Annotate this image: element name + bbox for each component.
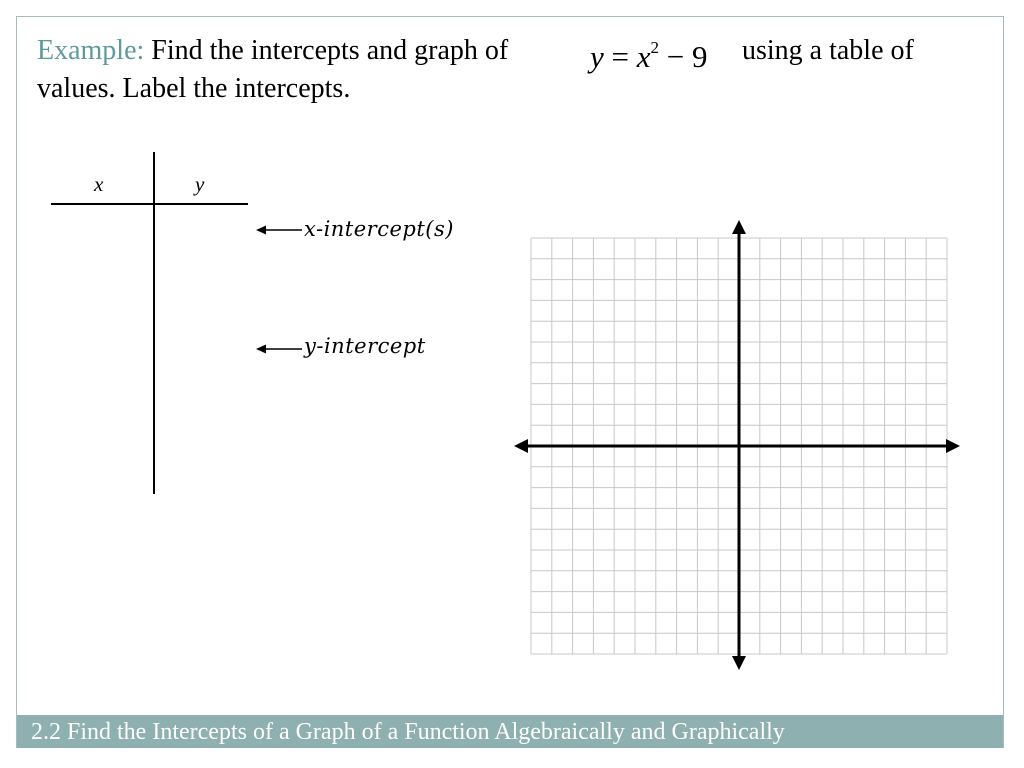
title-text-line2: values. Label the intercepts. (37, 73, 351, 104)
x-intercept-label: x-intercept(s) (304, 217, 454, 241)
y-axis-up-arrow-icon (732, 220, 746, 234)
y-axis-down-arrow-icon (732, 656, 746, 670)
equation-tail: − 9 (659, 39, 708, 74)
y-intercept-arrow-icon (254, 341, 304, 357)
x-axis-left-arrow-icon (514, 439, 528, 453)
equation-equals: = (603, 39, 637, 74)
title-text-part1: Find the intercepts and graph of (151, 35, 509, 66)
x-axis (514, 439, 960, 453)
x-intercept-arrow-icon (254, 222, 304, 238)
table-column-divider (153, 152, 155, 494)
footer-bar (17, 715, 1003, 748)
table-header-divider (51, 203, 248, 205)
equation-exponent: 2 (650, 38, 660, 57)
y-intercept-label: y-intercept (304, 334, 426, 358)
equation (590, 38, 708, 75)
table-header-x: x (94, 172, 104, 196)
footer-text: 2.2 Find the Intercepts of a Graph of a Function Algebraically and Graphically (31, 719, 785, 745)
table-header-y: y (195, 172, 205, 196)
x-axis-right-arrow-icon (946, 439, 960, 453)
equation-var: x (636, 39, 651, 74)
coordinate-grid (510, 216, 966, 674)
title-text-part2: using a table of (742, 35, 914, 66)
example-label: Example: (37, 35, 145, 66)
equation-lhs: y (590, 39, 604, 74)
